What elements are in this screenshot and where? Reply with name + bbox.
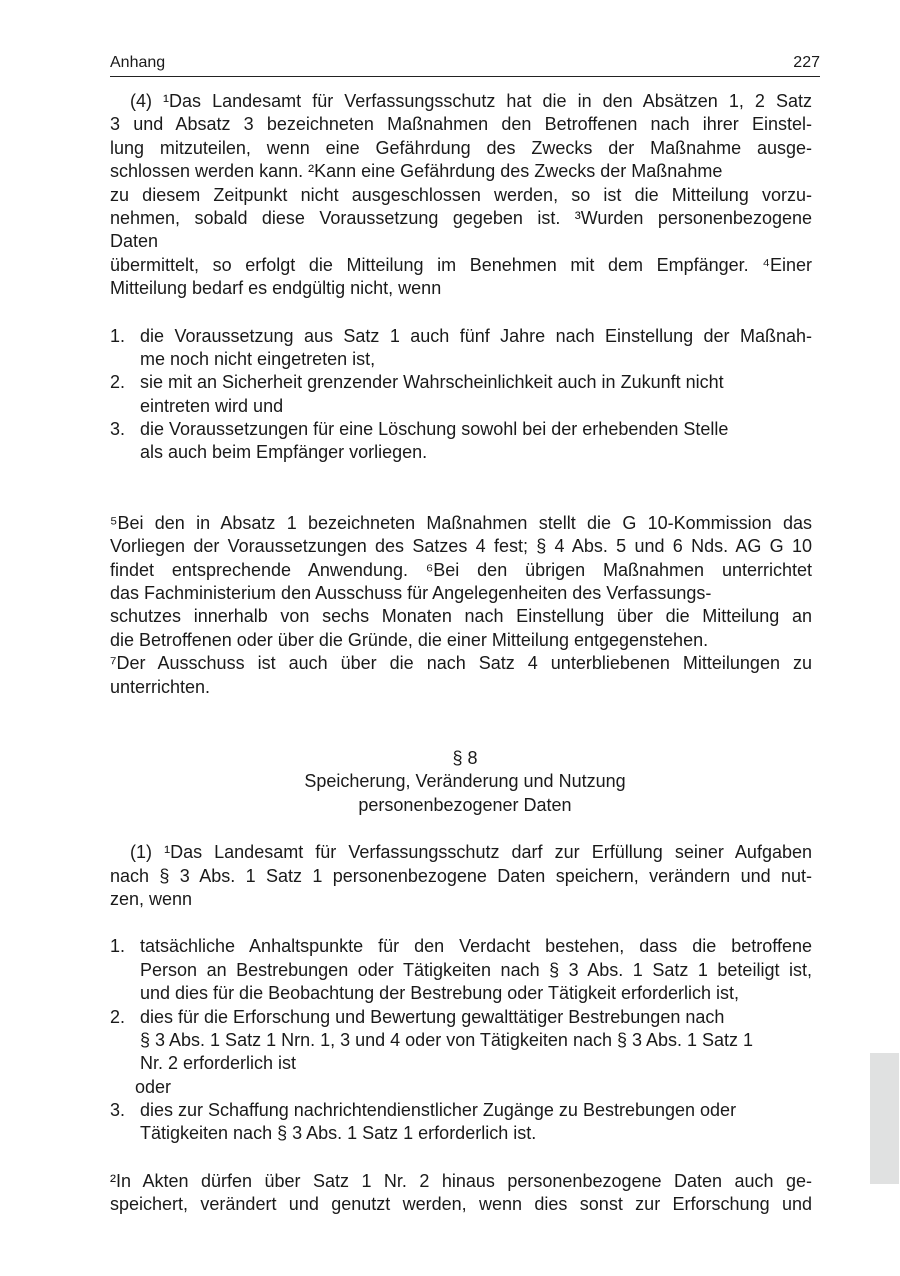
chapter-thumb-tab xyxy=(870,1053,899,1184)
paragraph-continuation-2 xyxy=(110,1170,812,1217)
text-line: Vorliegen der Voraussetzungen des Satzes 4 fest; § 4 Abs. 5 und 6 Nds. AG G 10 xyxy=(110,536,812,557)
list-number: 1. xyxy=(110,936,126,957)
section-title-line: personenbezogener Daten xyxy=(358,794,572,815)
text-line: zen, wenn xyxy=(110,888,193,909)
list-item xyxy=(110,325,812,372)
text-line: Daten xyxy=(110,231,159,252)
section-number: § 8 xyxy=(452,747,478,768)
header-section: Anhang xyxy=(110,54,166,71)
text-line: dies für die Erforschung und Bewertung gewalttätiger Bestrebungen nach xyxy=(140,1006,725,1027)
text-line: tatsächliche Anhaltspunkte für den Verdacht bestehen, dass die betroffene xyxy=(140,936,812,957)
numbered-list-2 xyxy=(110,935,812,1146)
text-line: dies zur Schaffung nachrichtendienstlicher Zugänge zu Bestrebungen oder xyxy=(140,1100,737,1121)
page-body xyxy=(110,90,812,1217)
list-number: 2. xyxy=(110,372,126,393)
list-item xyxy=(110,1099,812,1146)
paragraph-continuation xyxy=(110,512,812,699)
list-item xyxy=(110,418,812,465)
text-line: Tätigkeiten nach § 3 Abs. 1 Satz 1 erforderlich ist. xyxy=(140,1123,537,1144)
text-line: sie mit an Sicherheit grenzender Wahrscheinlichkeit auch in Zukunft nicht xyxy=(140,372,724,393)
running-header xyxy=(110,52,820,77)
text-line: ⁵Bei den in Absatz 1 bezeichneten Maßnahmen stellt die G 10-Kommission das xyxy=(110,512,812,533)
list-number: 3. xyxy=(110,1100,126,1121)
text-line: die Voraussetzungen für eine Löschung sowohl bei der erhebenden Stelle xyxy=(140,419,729,440)
text-line: die Voraussetzung aus Satz 1 auch fünf Jahre nach Einstellung der Maßnah- xyxy=(140,325,812,346)
text-line: nehmen, sobald diese Voraussetzung gegeben ist. ³Wurden personenbezogene xyxy=(110,207,812,228)
text-line: die Betroffenen oder über die Gründe, die einer Mitteilung entgegenstehen. xyxy=(110,629,709,650)
list-item xyxy=(110,371,812,418)
paragraph-4 xyxy=(110,90,812,301)
text-line: unterrichten. xyxy=(110,676,211,697)
text-line: schutzes innerhalb von sechs Monaten nach Einstellung über die Mitteilung an xyxy=(110,606,812,627)
paragraph-1 xyxy=(110,841,812,911)
text-line: als auch beim Empfänger vorliegen. xyxy=(140,442,428,463)
text-line: ⁷Der Ausschuss ist auch über die nach Satz 4 unterbliebenen Mitteilungen zu xyxy=(110,653,812,674)
list-item xyxy=(110,935,812,1005)
text-line: speichert, verändert und genutzt werden, wenn dies sonst zur Erforschung und xyxy=(110,1194,812,1215)
text-line: Mitteilung bedarf es endgültig nicht, wenn xyxy=(110,278,442,299)
text-line: § 3 Abs. 1 Satz 1 Nrn. 1, 3 und 4 oder von Tätigkeiten nach § 3 Abs. 1 Satz 1 xyxy=(140,1029,754,1050)
list-conjunction: oder xyxy=(135,1076,172,1097)
list-number: 3. xyxy=(110,419,126,440)
page-number: 227 xyxy=(793,54,820,71)
text-line: das Fachministerium den Ausschuss für Angelegenheiten des Verfassungs- xyxy=(110,583,712,604)
text-line: nach § 3 Abs. 1 Satz 1 personenbezogene Daten speichern, verändern und nut- xyxy=(110,865,812,886)
numbered-list-1 xyxy=(110,325,812,465)
text-line: findet entsprechende Anwendung. ⁶Bei den übrigen Maßnahmen unterrichtet xyxy=(110,559,812,580)
section-heading xyxy=(110,747,820,817)
text-line: Nr. 2 erforderlich ist xyxy=(140,1053,297,1074)
text-line: (4) ¹Das Landesamt für Verfassungsschutz hat die in den Absätzen 1, 2 Satz xyxy=(130,91,812,111)
text-line: (1) ¹Das Landesamt für Verfassungsschutz darf zur Erfüllung seiner Aufgaben xyxy=(130,842,812,863)
text-line: eintreten wird und xyxy=(140,395,284,416)
text-line: me noch nicht eingetreten ist, xyxy=(140,348,376,369)
text-line: übermittelt, so erfolgt die Mitteilung im Benehmen mit dem Empfänger. ⁴Einer xyxy=(110,254,812,275)
list-item xyxy=(110,1006,812,1076)
text-line: und dies für die Beobachtung der Bestrebung oder Tätigkeit erforderlich ist, xyxy=(140,983,740,1004)
text-line: ²In Akten dürfen über Satz 1 Nr. 2 hinaus personenbezogene Daten auch ge- xyxy=(110,1170,812,1191)
list-number: 1. xyxy=(110,325,126,346)
text-line: Person an Bestrebungen oder Tätigkeiten nach § 3 Abs. 1 Satz 1 beteiligt ist, xyxy=(140,959,812,980)
text-line: zu diesem Zeitpunkt nicht ausgeschlossen werden, so ist die Mitteilung vorzu- xyxy=(110,184,812,205)
list-number: 2. xyxy=(110,1006,126,1027)
text-line: 3 und Absatz 3 bezeichneten Maßnahmen den Betroffenen nach ihrer Einstel- xyxy=(110,114,812,135)
text-line: schlossen werden kann. ²Kann eine Gefährdung des Zwecks der Maßnahme xyxy=(110,161,723,182)
section-title-line: Speicherung, Veränderung und Nutzung xyxy=(304,771,626,792)
text-line: lung mitzuteilen, wenn eine Gefährdung des Zwecks der Maßnahme ausge- xyxy=(110,137,812,158)
